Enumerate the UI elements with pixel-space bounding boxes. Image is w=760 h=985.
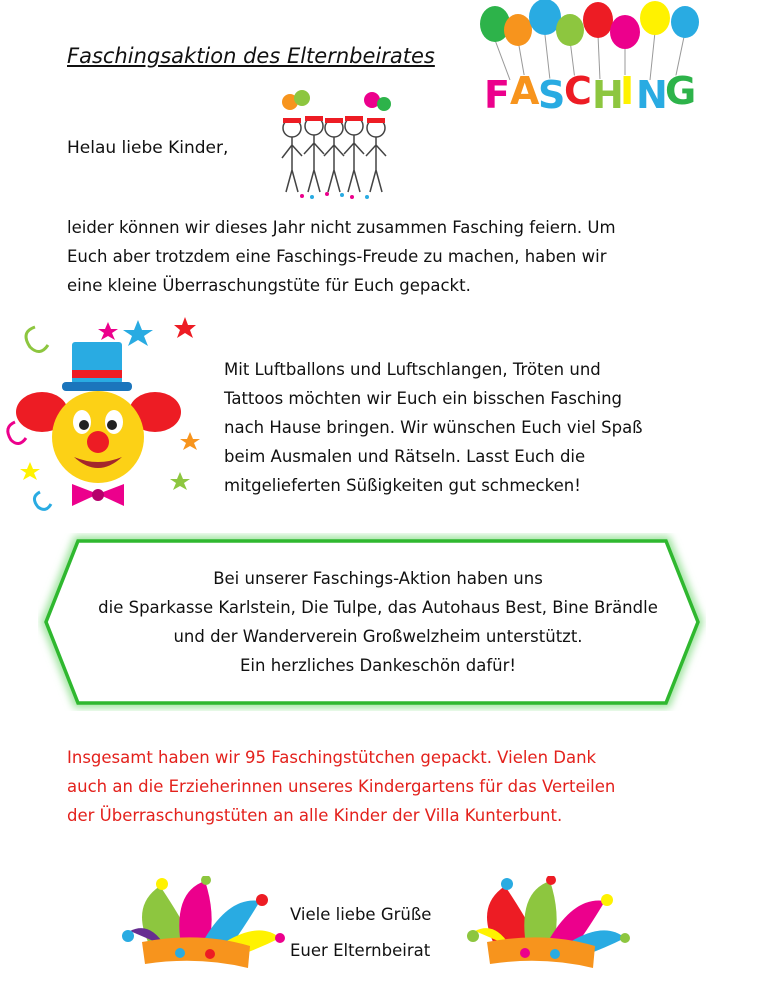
intro-line: leider können wir dieses Jahr nicht zusammen Fasching feiern. Um (67, 218, 616, 237)
greeting: Helau liebe Kinder, (67, 138, 229, 158)
closing-signature (290, 897, 431, 969)
intro-line: Euch aber trotzdem eine Faschings-Freude zu machen, haben wir (67, 247, 607, 266)
clown-illustration (0, 312, 210, 517)
balloons (480, 0, 699, 80)
closing-line: Euer Elternbeirat (290, 941, 431, 960)
svg-text:A: A (510, 69, 540, 113)
sponsor-line: Ein herzliches Dankeschön dafür! (239, 656, 517, 675)
intro-line: eine kleine Überraschungstüte für Euch gepackt. (67, 276, 471, 295)
clown-paragraph-line: mitgelieferten Süßigkeiten gut schmecken! (224, 476, 581, 495)
svg-text:H: H (592, 73, 624, 117)
fasching-logo (470, 0, 710, 120)
thanks-line: der Überraschungstüten an alle Kinder der Villa Kunterbunt. (67, 806, 563, 825)
svg-text:F: F (484, 73, 510, 117)
thanks-line: Insgesamt haben wir 95 Faschingstütchen gepackt. Vielen Dank (67, 748, 597, 767)
svg-text:C: C (564, 69, 592, 113)
jester-hat-right-icon (465, 876, 630, 976)
thanks-line: auch an die Erzieherinnen unseres Kindergartens für das Verteilen (67, 777, 616, 796)
thanks-paragraph (67, 743, 707, 830)
jester-hat-left-icon (120, 876, 285, 976)
intro-paragraph (67, 213, 667, 300)
party-figures-illustration (272, 90, 397, 200)
closing-line: Viele liebe Grüße (290, 905, 432, 924)
clown-paragraph-line: Tattoos möchten wir Euch ein bisschen Fasching (224, 389, 623, 408)
clown-paragraph (224, 355, 674, 500)
logo-letters (484, 69, 696, 117)
sponsor-line: und der Wanderverein Großwelzheim unterstützt. (173, 627, 583, 646)
svg-text:N: N (636, 73, 668, 117)
page-title: Faschingsaktion des Elternbeirates (67, 44, 435, 68)
sponsor-text (70, 564, 686, 680)
sponsor-line: die Sparkasse Karlstein, Die Tulpe, das Autohaus Best, Bine Brändle (98, 598, 658, 617)
svg-text:I: I (620, 69, 635, 113)
sponsor-line: Bei unserer Faschings-Aktion haben uns (213, 569, 543, 588)
clown-paragraph-line: nach Hause bringen. Wir wünschen Euch viel Spaß (224, 418, 643, 437)
clown-paragraph-line: Mit Luftballons und Luftschlangen, Tröten und (224, 360, 601, 379)
svg-text:G: G (665, 69, 697, 113)
svg-text:S: S (538, 73, 566, 117)
clown-paragraph-line: beim Ausmalen und Rätseln. Lasst Euch die (224, 447, 586, 466)
